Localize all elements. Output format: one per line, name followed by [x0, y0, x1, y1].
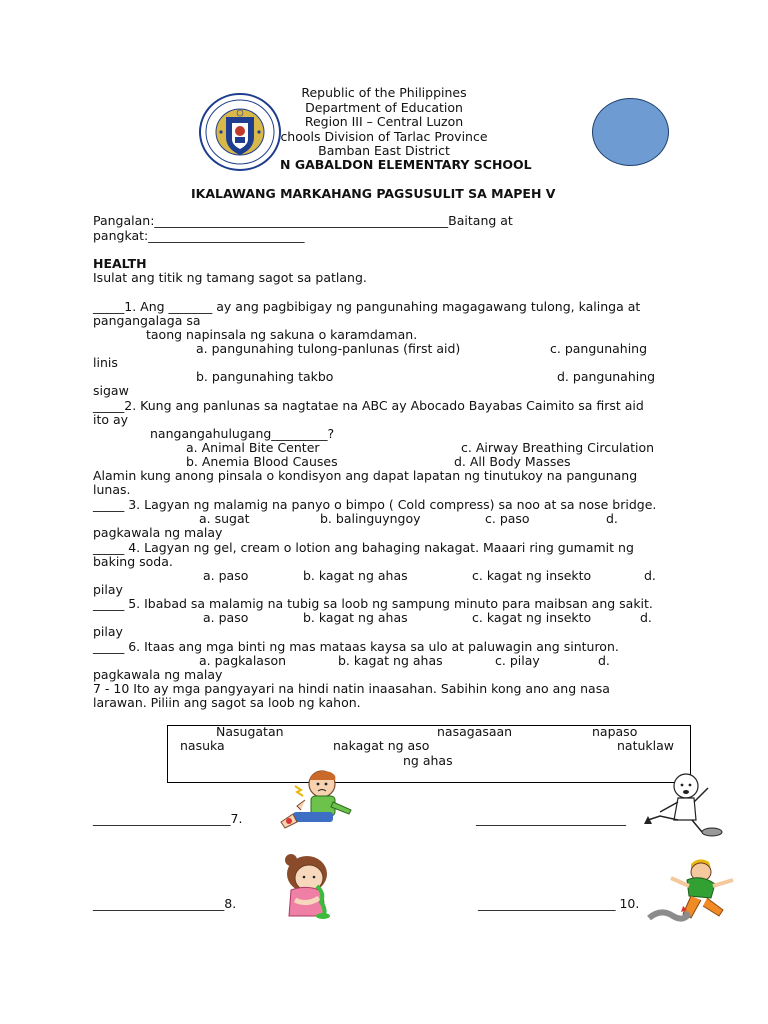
q4-choice-d-cont: pilay — [93, 582, 123, 597]
q5-choice-d-cont: pilay — [93, 624, 123, 639]
q6-choice-c: c. pilay — [495, 653, 540, 668]
q4-choice-b: b. kagat ng ahas — [303, 568, 408, 583]
word-nakagat-ng-aso: nakagat ng aso — [333, 738, 430, 753]
q4-choice-d: d. — [644, 568, 656, 583]
word-nasagasaan: nasagasaan — [437, 724, 513, 739]
answer-9-line[interactable]: ________________________ — [476, 811, 626, 826]
q3-choice-a: a. sugat — [199, 511, 250, 526]
header-division: chools Division of Tarlac Province — [280, 128, 488, 144]
q6-stem: _____ 6. Itaas ang mga binti ng mas mataas kaysa sa ulo at paluwagin ang sinturon. — [93, 639, 619, 654]
q1-choice-b: b. pangunahing takbo — [196, 369, 334, 384]
word-ng-ahas: ng ahas — [403, 753, 453, 768]
accident-boy-picture — [640, 768, 738, 847]
word-nasugatan: Nasugatan — [216, 724, 284, 739]
q2-choice-d: d. All Body Masses — [454, 454, 571, 469]
q2-choice-b: b. Anemia Blood Causes — [186, 454, 338, 469]
header-deped: Department of Education — [305, 99, 463, 115]
health-instruction: Isulat ang titik ng tamang sagot sa patlang. — [93, 270, 367, 285]
q3-stem: _____ 3. Lagyan ng malamig na panyo o bimpo ( Cold compress) sa noo at sa nose bridge. — [93, 497, 657, 512]
q6-choice-a: a. pagkalason — [199, 653, 287, 668]
q5-choice-c: c. kagat ng insekto — [472, 610, 592, 625]
q5-choice-d: d. — [640, 610, 652, 625]
q6-choice-d: d. — [598, 653, 610, 668]
q4-stem-cont: baking soda. — [93, 554, 173, 569]
q1-choice-a: a. pangunahing tulong-panlunas (first aid) — [196, 341, 461, 356]
answer-7-line[interactable]: ______________________7. — [93, 811, 243, 826]
q1-choice-c: c. pangunahing — [550, 341, 648, 356]
word-nasuka: nasuka — [180, 738, 225, 753]
q3-choice-d-cont: pagkawala ng malay — [93, 525, 223, 540]
header-region: Region III – Central Luzon — [304, 114, 464, 129]
q3-choice-d: d. — [606, 511, 618, 526]
q6-choice-d-cont: pagkawala ng malay — [93, 667, 223, 682]
answer-8-line[interactable]: _____________________8. — [93, 896, 237, 911]
vomiting-girl-picture — [265, 850, 355, 925]
injured-child-picture — [275, 766, 360, 837]
header-republic: Republic of the Philippines — [301, 85, 467, 100]
section-field-line[interactable]: pangkat:_________________________ — [93, 228, 305, 243]
q1-stem-cont2: taong napinsala ng sakuna o karamdaman. — [146, 327, 418, 342]
q4-choice-a: a. paso — [203, 568, 249, 583]
school-name: N GABALDON ELEMENTARY SCHOOL — [280, 157, 532, 172]
answer-10-line[interactable]: ______________________ 10. — [478, 896, 640, 911]
q5-choice-a: a. paso — [203, 610, 249, 625]
q2-stem: _____2. Kung ang panlunas sa nagtatae na ABC ay Abocado Bayabas Caimito sa first aid — [93, 398, 644, 413]
name-field-line[interactable]: Pangalan:_______________________________________________Baitang at — [93, 213, 513, 228]
q1-choice-c-cont: linis — [93, 355, 118, 370]
word-napaso: napaso — [592, 724, 638, 739]
part2-instruction: 7 - 10 Ito ay mga pangyayari na hindi natin inaasahan. Sabihin kong ano ang nasa — [93, 681, 610, 696]
q1-stem-cont: pangangalaga sa — [93, 313, 201, 328]
q5-choice-b: b. kagat ng ahas — [303, 610, 408, 625]
q5-stem: _____ 5. Ibabad sa malamig na tubig sa loob ng sampung minuto para maibsan ang sakit. — [93, 596, 653, 611]
q6-choice-b: b. kagat ng ahas — [338, 653, 443, 668]
q1-choice-d-cont: sigaw — [93, 383, 129, 398]
alamin-instruction-cont: lunas. — [93, 482, 131, 497]
snake-bite-picture — [643, 856, 741, 935]
q4-stem: _____ 4. Lagyan ng gel, cream o lotion ang bahaging nakagat. Maaari ring gumamit ng — [93, 540, 634, 555]
q2-choice-c: c. Airway Breathing Circulation — [461, 440, 655, 455]
alamin-instruction: Alamin kung anong pinsala o kondisyon ang dapat lapatan ng tinutukoy na pangunang — [93, 468, 638, 483]
q2-stem-cont: ito ay — [93, 412, 129, 427]
q1-choice-d: d. pangunahing — [557, 369, 656, 384]
word-natuklaw: natuklaw — [617, 738, 675, 753]
q3-choice-c: c. paso — [485, 511, 530, 526]
blue-circle-shape — [592, 98, 669, 166]
header-district: Bamban East District — [318, 143, 450, 158]
part2-instruction-cont: larawan. Piliin ang sagot sa loob ng kahon. — [93, 695, 361, 710]
q3-choice-b: b. balinguyngoy — [320, 511, 421, 526]
health-heading: HEALTH — [93, 256, 147, 271]
q2-stem-cont2: nangangahulugang_________? — [150, 426, 335, 441]
q1-stem: _____1. Ang _______ ay ang pagbibigay ng pangunahing magagawang tulong, kalinga at — [93, 299, 641, 314]
q2-choice-a: a. Animal Bite Center — [186, 440, 320, 455]
exam-title: IKALAWANG MARKAHANG PAGSUSULIT SA MAPEH V — [191, 186, 556, 201]
q4-choice-c: c. kagat ng insekto — [472, 568, 592, 583]
